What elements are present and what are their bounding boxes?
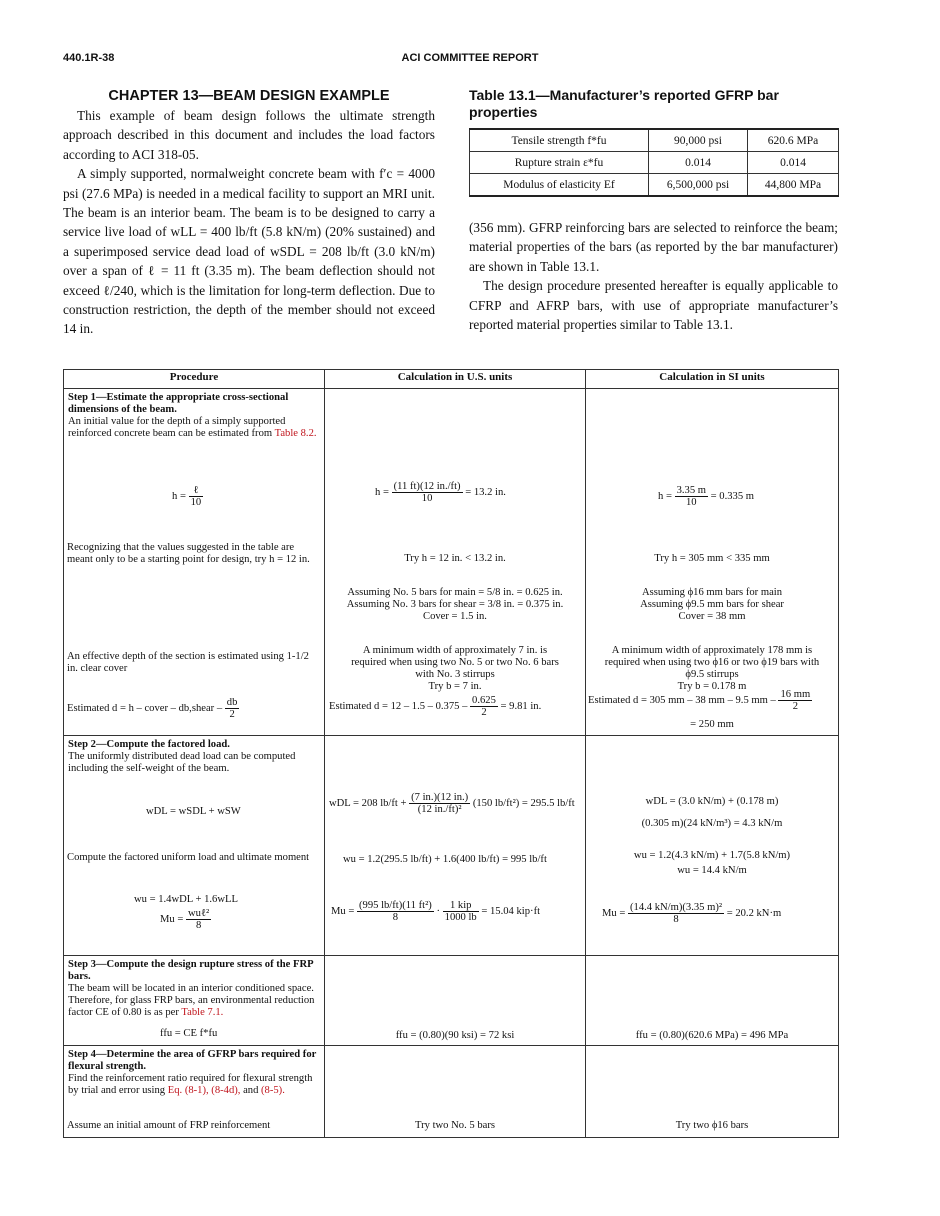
estimated-d-si-result: = 250 mm: [690, 719, 734, 730]
table-8-2-link[interactable]: Table 8.2.: [274, 428, 317, 439]
property-name: Rupture strain ε*fu: [470, 152, 649, 174]
step-3-text: [65, 957, 323, 1021]
rupture-stress-si: ffu = (0.80)(620.6 MPa) = 496 MPa: [635, 1030, 789, 1041]
step-1-si: [586, 389, 839, 736]
property-us-value: 0.014: [649, 152, 748, 174]
table-row-step-2: [64, 736, 839, 956]
width-us: A minimum width of approximately 7 in. is required when using two No. 5 or two No. 6 bars with No. 3 stirrups Try b = 7 in.: [351, 645, 559, 692]
running-header-title: ACI COMMITTEE REPORT: [401, 52, 539, 64]
table-13-1-title: Table 13.1—Manufacturer’s reported GFRP bar properties: [469, 87, 779, 120]
column-header-us: Calculation in U.S. units: [325, 370, 586, 389]
step-1-us: [325, 389, 586, 736]
running-header-page-number: 440.1R-38: [63, 52, 115, 64]
step-4-title: Step 4—Determine the area of GFRP bars required for flexural strength.: [68, 1049, 317, 1072]
factored-load-si-line-1: wu = 1.2(4.3 kN/m) + 1.7(5.8 kN/m): [633, 850, 791, 861]
step-2-us: [325, 736, 586, 956]
gfrp-properties-table: [469, 128, 839, 197]
property-name: Modulus of elasticity Ef: [470, 174, 649, 197]
table-7-1-link[interactable]: Table 7.1.: [181, 1007, 224, 1018]
estimated-d-us: Estimated d = 12 – 1.5 – 0.375 – $\frac{0.625}{2}$ = 9.81 in.: [329, 695, 542, 718]
step-3-si: [586, 956, 839, 1046]
effective-depth-text: An effective depth of the section is estimated using 1-1/2 in. clear cover: [67, 651, 309, 674]
table-row-step-3: [64, 956, 839, 1046]
left-column-text: [63, 106, 435, 339]
step-2-procedure: [64, 736, 325, 956]
chapter-title: CHAPTER 13—BEAM DESIGN EXAMPLE: [108, 88, 390, 104]
right-column-text: [469, 218, 838, 334]
factored-load-formula: wu = 1.4wDL + 1.6wLL: [134, 894, 238, 905]
try-h-si: Try h = 305 mm < 335 mm: [654, 553, 770, 564]
estimated-d-formula: Estimated d = h – cover – db,shear – $\frac{db}{2}$: [67, 697, 238, 720]
dead-load-us: wDL = 208 lb/ft + $\frac{(7 in.)(12 in.)}{\text{(12 in./ft)²}}$ (150 lb/ft²) = 295.5 lb/ft: [329, 792, 575, 815]
step-1-title: Step 1—Estimate the appropriate cross-sectional dimensions of the beam.: [68, 392, 289, 415]
step-2-text: [65, 737, 323, 777]
step-2-description: The uniformly distributed dead load can be computed including the self-weight of the beam.: [68, 751, 296, 774]
rupture-stress-us: ffu = (0.80)(90 ksi) = 72 ksi: [395, 1030, 515, 1041]
table-row: [470, 152, 839, 174]
property-us-value: 90,000 psi: [649, 129, 748, 152]
step-1-description: An initial value for the depth of a simply supported reinforced concrete beam can be estimated from: [68, 416, 286, 439]
table-row-step-4: [64, 1046, 839, 1138]
factored-load-text: Compute the factored uniform load and ultimate moment: [67, 852, 310, 863]
paragraph-intro: This example of beam design follows the ultimate strength approach described in this document and includes the load factors according to ACI 318-05.: [63, 108, 435, 162]
dead-load-si-line-1: wDL = (3.0 kN/m) + (0.178 m): [645, 796, 779, 807]
property-si-value: 44,800 MPa: [748, 174, 839, 197]
assume-frp-text: Assume an initial amount of FRP reinforcement: [67, 1120, 271, 1131]
step-3-description: The beam will be located in an interior conditioned space. Therefore, for glass FRP bars, an environmental reduction factor CE of 0.80 is as per: [68, 983, 315, 1018]
moment-us: Mu = $\frac{\text{(995 lb/ft)(11 ft²)}}{8}$ · $\frac{\text{1 kip}}{1000 lb}$ = 15.04 kip·ft: [331, 900, 541, 923]
step-3-procedure: [64, 956, 325, 1046]
depth-us-formula: h = $\frac{(11 ft)(12 in./ft)}{10}$ = 13.2 in.: [375, 481, 506, 504]
depth-si-formula: h = $\frac{3.35 m}{10}$ = 0.335 m: [658, 485, 755, 508]
table-row: [470, 129, 839, 152]
step-2-si: [586, 736, 839, 956]
paragraph-applicability: The design procedure presented hereafter is equally applicable to CFRP and AFRP bars, with use of appropriate manufacturer’s reported material properties similar to Table 13.1.: [469, 278, 838, 333]
step-1-procedure: [64, 389, 325, 736]
step-4-description: Find the reinforcement ratio required for flexural strength by trial and error using: [68, 1073, 313, 1096]
moment-formula: Mu = $\frac{\text{wuℓ²}}{8}$: [160, 908, 210, 931]
paragraph-problem: A simply supported, normalweight concrete beam with f′c = 4000 psi (27.6 MPa) is needed in a medical facility to support an MRI unit. The beam is an interior beam. The beam is to be designed to carry a service live load of wLL = 400 lb/ft (5.8 kN/m) (20% sustained) and a superimposed service dead load of wSDL = 208 lb/ft (3.0 kN/m) over a span of ℓ = 11 ft (3.35 m). The beam deflection should not exceed ℓ/240, which is the limitation for long-term deflection. Due to construction restriction, the depth of the member should not exceed 14 in.: [63, 166, 435, 337]
equation-8-5-link[interactable]: (8-5).: [261, 1085, 285, 1096]
property-si-value: 620.6 MPa: [748, 129, 839, 152]
step-2-title: Step 2—Compute the factored load.: [68, 739, 230, 750]
rupture-stress-formula: ffu = CE f*fu: [160, 1028, 218, 1039]
table-header-row: [64, 370, 839, 389]
assumptions-si: Assuming ϕ16 mm bars for main Assuming ϕ9.5 mm bars for shear Cover = 38 mm: [640, 587, 784, 622]
table-row: [470, 174, 839, 197]
moment-si: Mu = $\frac{\text{(14.4 kN/m)(3.35 m)²}}{8}$ = 20.2 kN·m: [602, 902, 782, 925]
design-procedure-table: [63, 369, 839, 1138]
width-si: A minimum width of approximately 178 mm is required when using two ϕ16 or two ϕ19 bars with ϕ9.5 stirrups Try b = 0.178 m: [604, 645, 820, 692]
column-header-si: Calculation in SI units: [586, 370, 839, 389]
property-us-value: 6,500,000 psi: [649, 174, 748, 197]
depth-estimate-formula: h = $\frac{\text{ℓ}}{10}$: [172, 485, 202, 508]
property-si-value: 0.014: [748, 152, 839, 174]
step-1-text: [65, 390, 323, 442]
step-4-si: [586, 1046, 839, 1138]
step-4-us: [325, 1046, 586, 1138]
factored-load-us: wu = 1.2(295.5 lb/ft) + 1.6(400 lb/ft) = 995 lb/ft: [343, 854, 547, 865]
step-4-text: [65, 1047, 323, 1099]
dead-load-si-line-2: (0.305 m)(24 kN/m³) = 4.3 kN/m: [641, 818, 783, 829]
and-text: and: [243, 1085, 259, 1096]
column-header-procedure: Procedure: [64, 370, 325, 389]
table-row-step-1: [64, 389, 839, 736]
step-3-title: Step 3—Compute the design rupture stress of the FRP bars.: [68, 959, 314, 982]
dead-load-formula: wDL = wSDL + wSW: [146, 806, 241, 817]
equation-links[interactable]: Eq. (8-1), (8-4d),: [167, 1085, 241, 1096]
try-h-us: Try h = 12 in. < 13.2 in.: [404, 553, 506, 564]
step-3-us: [325, 956, 586, 1046]
assumptions-us: Assuming No. 5 bars for main = 5/8 in. = 0.625 in. Assuming No. 3 bars for shear = 3/8 in. = 0.375 in. Cover = 1.5 in.: [346, 587, 564, 622]
property-name: Tensile strength f*fu: [470, 129, 649, 152]
estimated-d-si: Estimated d = 305 mm – 38 mm – 9.5 mm – $\frac{16 mm}{2}$: [588, 689, 811, 712]
try-bars-si: Try two ϕ16 bars: [675, 1120, 749, 1131]
recognizing-text: Recognizing that the values suggested in the table are meant only to be a starting point for design, try h = 12 in.: [67, 542, 310, 565]
factored-load-si-line-2: wu = 14.4 kN/m: [677, 865, 747, 876]
step-4-procedure: [64, 1046, 325, 1138]
paragraph-continued: (356 mm). GFRP reinforcing bars are selected to reinforce the beam; material properties of the bars (as reported by the bar manufacturer) are shown in Table 13.1.: [469, 220, 838, 274]
try-bars-us: Try two No. 5 bars: [415, 1120, 495, 1131]
